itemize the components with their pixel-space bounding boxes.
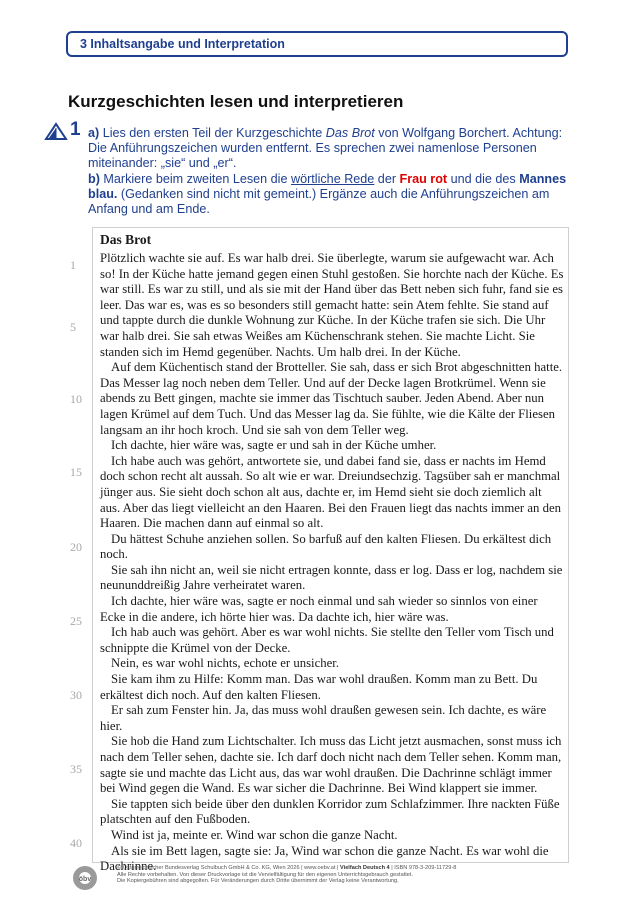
story-paragraph: Ich hab auch was gehört. Aber es war wohl nichts. Sie stellte den Teller vom Tisch und schnippte die Krümel von der Decke. xyxy=(100,625,554,655)
story-text xyxy=(100,251,564,875)
story-paragraph: Du hättest Schuhe anziehen sollen. So barfuß auf den kalten Fliesen. Du erkältest dich noch. xyxy=(100,531,552,562)
difficulty-triangle-icon xyxy=(44,122,68,140)
task-a: a) Lies den ersten Teil der Kurzgeschichte Das Brot von Wolfgang Borchert. Achtung: Die Anführungszeichen wurden entfernt. Es sprechen zwei namenlose Personen miteinander: „sie“ und „er“. xyxy=(88,126,563,171)
story-paragraph: Ich dachte, hier wäre was, sagte er und sah in der Küche umher. xyxy=(111,438,437,453)
publisher-logo-icon xyxy=(72,865,98,891)
task-number: 1 xyxy=(70,119,81,140)
line-number: 25 xyxy=(70,614,82,628)
section-title: 3 Inhaltsangabe und Interpretation xyxy=(80,37,285,51)
line-number: 1 xyxy=(70,258,76,272)
story-paragraph: Er sah zum Fenster hin. Ja, das muss wohl draußen gewesen sein. Ich dachte, es wäre hier. xyxy=(100,703,547,733)
story-paragraph: Sie kam ihm zu Hilfe: Komm man. Das war wohl draußen. Komm man zu Bett. Du erkältest dich noch. Auf den kalten Fliesen. xyxy=(100,672,538,702)
story-paragraph: Nein, es war wohl nichts, echote er unsicher. xyxy=(111,656,340,671)
story-paragraph: Sie sah ihn nicht an, weil sie nicht ertragen konnte, dass er log. Dass er log, nachdem sie neununddreißig Jahre verheiratet waren. xyxy=(100,562,563,593)
story-paragraph: Auf dem Küchentisch stand der Brotteller. Sie sah, dass er sich Brot abgeschnitten hatte. Das Messer lag noch neben dem Teller. Und auf der Decke lagen Brotkrümel. Wenn sie abends zu Bett gingen, machte sie immer das Tischtuch sauber. Jeden Abend. Aber nun lagen Krümel auf dem Tuch. Und das Messer lag da. Sie fühlte, wie die Kälte der Fliesen langsam an ihr hoch kroch. Und sie sah von dem Teller weg. xyxy=(100,360,563,437)
story-title: Das Brot xyxy=(100,232,152,247)
story-paragraph: Wind ist ja, meinte er. Wind war schon die ganze Nacht. xyxy=(111,827,398,842)
task-instructions xyxy=(88,126,568,217)
page-title: Kurzgeschichten lesen und interpretieren xyxy=(68,92,404,111)
line-number: 10 xyxy=(70,392,82,406)
logo-text: öbv xyxy=(78,876,92,883)
line-number: 5 xyxy=(70,320,76,334)
line-number: 15 xyxy=(70,465,82,479)
story-paragraph: Als sie im Bett lagen, sagte sie: Ja, Wind war schon die ganze Nacht. Es war wohl die Dachrinne. xyxy=(100,843,549,874)
story-paragraph: Plötzlich wachte sie auf. Es war halb drei. Sie überlegte, warum sie aufgewacht war. Ach so! In der Küche hatte jemand gegen einen Stuhl gestoßen. Sie horchte nach der Küche. Es war still. Es war zu still, und als sie mit der Hand über das Bett neben sich fuhr, fand sie es leer. Das war es, was es so besonders still gemacht hatte: sein Atem fehlte. Sie stand auf und tappte durch die dunkle Wohnung zur Küche. In der Küche trafen sie sich. Die Uhr war halb drei. Sie sah etwas Weißes am Küchenschrank stehen. Sie machte Licht. Sie standen sich im Hemd gegenüber. Nachts. Um halb drei. In der Küche. xyxy=(100,251,564,359)
story-paragraph: Sie tappten sich beide über den dunklen Korridor zum Schlafzimmer. Ihre nackten Füße platschten auf den Fußboden. xyxy=(100,796,560,827)
footer-copyright: © Österreichischer Bundesverlag Schulbuch GmbH & Co. KG, Wien 2026 | www.oebv.at | Vielfach Deutsch 4 | ISBN 978-3-209-11729-8 Alle Rechte vorbehalten. Von dieser Druckvorlage ist die Vervielfältigung für den eigenen Unterrichtsgebrauch gestattet. Die Kopiergebühren sind abgegolten. Für Veränderungen durch Dritte übernimmt der Verlag keine Verantwortung. xyxy=(117,865,457,885)
story-paragraph: Ich dachte, hier wäre was, sagte er noch einmal und sah wieder so sinnlos von einer Ecke in die andere, ich hörte hier was. Da dachte ich, hier wäre was. xyxy=(100,594,538,624)
line-number: 20 xyxy=(70,540,82,554)
task-b: b) Markiere beim zweiten Lesen die wörtliche Rede der Frau rot und die des Mannes blau. (Gedanken sind nicht mit gemeint.) Ergänze auch die Anführungszeichen am Anfang und am Ende. xyxy=(88,171,567,217)
line-number: 35 xyxy=(70,762,82,776)
story-paragraph: Ich habe auch was gehört, antwortete sie, und dabei fand sie, dass er nachts im Hemd doch schon recht alt aussah. So alt wie er war. Dreiundsechzig. Tagsüber sah er manchmal jünger aus. Sie sieht doch schon alt aus, dachte er, im Hemd sieht sie doch ziemlich alt aus. Aber das liegt vielleicht an den Haaren. Bei den Frauen liegt das nachts immer an den Haaren. Die machen dann auf einmal so alt. xyxy=(100,453,561,531)
section-header xyxy=(66,31,568,57)
story-paragraph: Sie hob die Hand zum Lichtschalter. Ich muss das Licht jetzt ausmachen, sonst muss ich nach dem Teller sehen, dachte sie. Ich darf doch nicht nach dem Teller sehen. Komm man, sagte sie und machte das Licht aus, das war wohl draußen. Die Dachrinne schlägt immer bei Wind gegen die Wand. Es war sicher die Dachrinne. Bei Wind klappert sie immer. xyxy=(100,734,562,796)
line-number: 40 xyxy=(70,836,82,850)
line-number: 30 xyxy=(70,688,82,702)
